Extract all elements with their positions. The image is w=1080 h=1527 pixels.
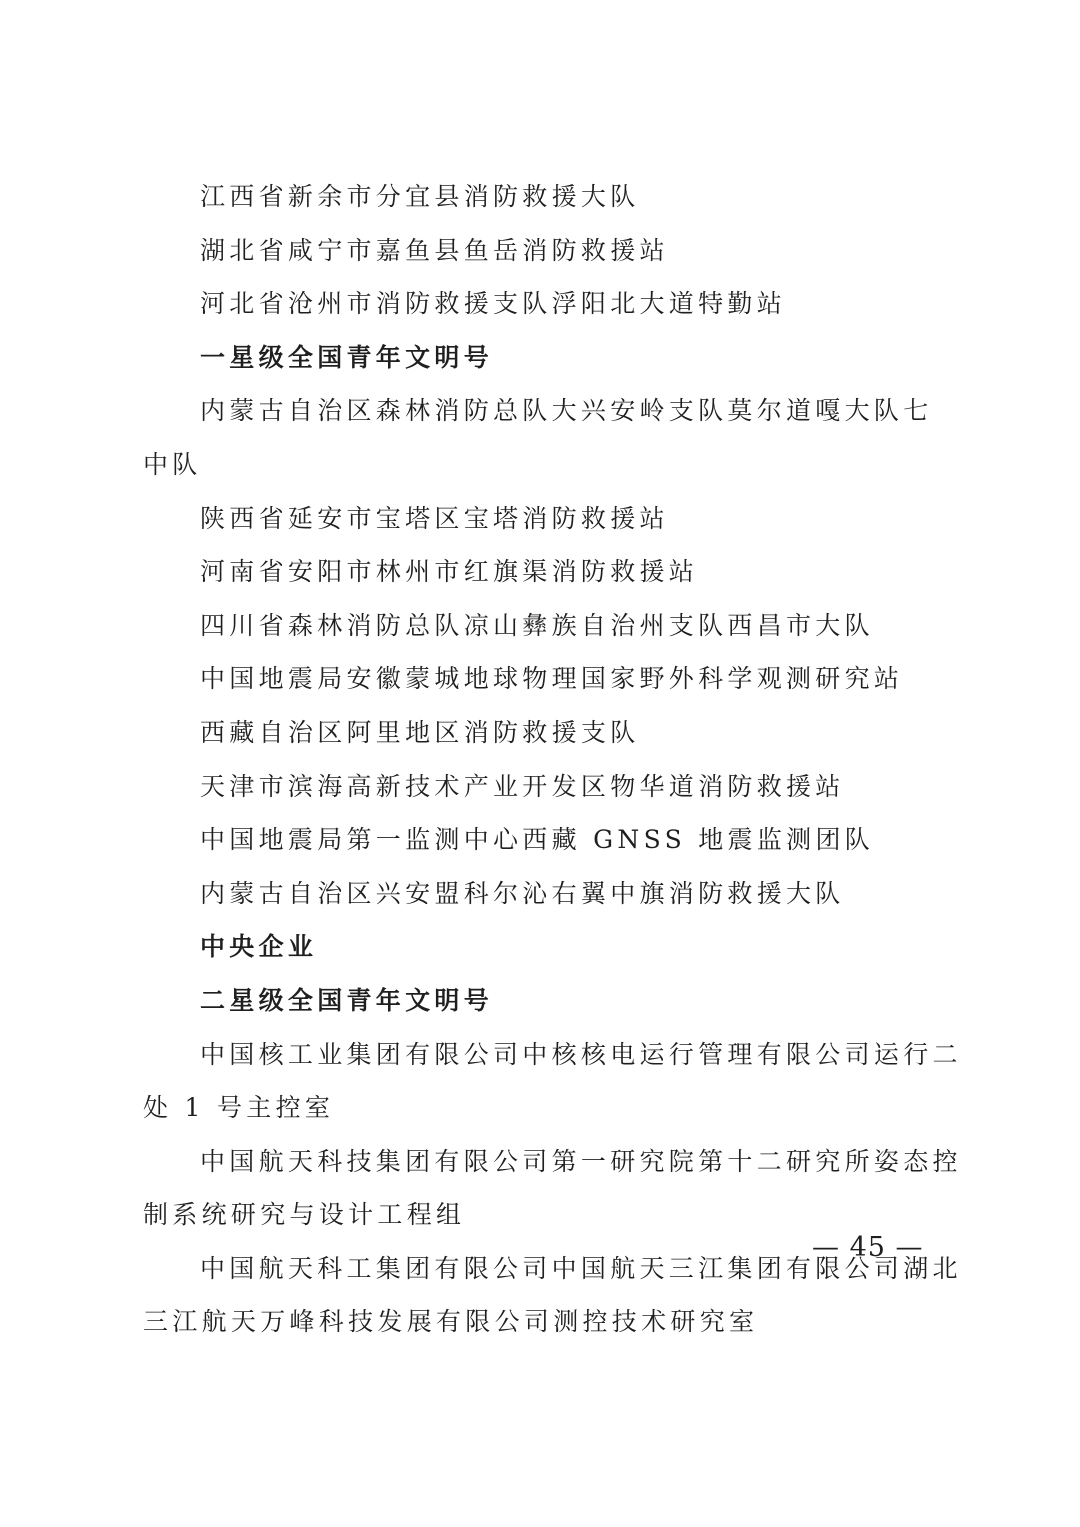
list-item: 内蒙古自治区森林消防总队大兴安岭支队莫尔道嘎大队七: [200, 396, 933, 426]
list-item: 西藏自治区阿里地区消防救援支队: [200, 717, 640, 747]
list-item: 中国地震局安徽蒙城地球物理国家野外科学观测研究站: [200, 664, 904, 694]
list-item: 中队: [143, 449, 202, 479]
list-item: 江西省新余市分宜县消防救援大队: [200, 182, 640, 211]
list-item: 处 1 号主控室: [143, 1093, 335, 1123]
list-item: 中国航天科技集团有限公司第一研究院第十二研究所姿态控: [200, 1146, 962, 1176]
list-item: 湖北省咸宁市嘉鱼县鱼岳消防救援站: [200, 235, 669, 265]
list-item: 河南省安阳市林州市红旗渠消防救援站: [200, 557, 699, 587]
section-heading: 中央企业: [200, 932, 318, 962]
list-item: 中国航天科工集团有限公司中国航天三江集团有限公司湖北: [200, 1253, 962, 1283]
list-item: 三江航天万峰科技发展有限公司测控技术研究室: [143, 1307, 759, 1337]
document-body: [143, 170, 962, 1349]
list-item: 内蒙古自治区兴安盟科尔沁右翼中旗消防救援大队: [200, 878, 845, 908]
list-item: 中国地震局第一监测中心西藏 GNSS 地震监测团队: [200, 825, 875, 855]
list-item: 制系统研究与设计工程组: [143, 1200, 466, 1230]
list-item: 天津市滨海高新技术产业开发区物华道消防救援站: [200, 771, 845, 801]
list-item: 中国核工业集团有限公司中核核电运行管理有限公司运行二: [200, 1039, 962, 1069]
section-heading: 一星级全国青年文明号: [200, 342, 494, 372]
section-heading: 二星级全国青年文明号: [200, 985, 494, 1015]
page-number: — 45 —: [812, 1232, 924, 1263]
list-item: 河北省沧州市消防救援支队浮阳北大道特勤站: [200, 289, 787, 319]
list-item: 陕西省延安市宝塔区宝塔消防救援站: [200, 503, 669, 533]
list-item: 四川省森林消防总队凉山彝族自治州支队西昌市大队: [200, 610, 874, 640]
